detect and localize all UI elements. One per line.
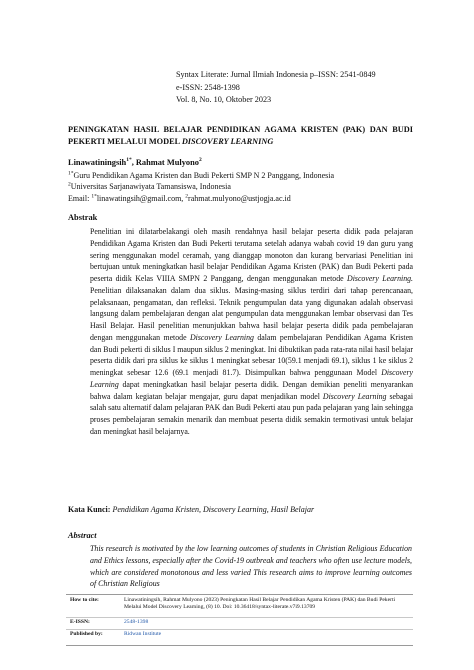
publisher-label: Published by: xyxy=(70,631,103,637)
affiliation-2-text: Universitas Sarjanawiyata Tamansiswa, Indonesia xyxy=(70,182,231,191)
author-list xyxy=(68,158,202,167)
journal-eissn-line: e-ISSN: 2548-1398 xyxy=(176,82,240,92)
abstrak-italic-1: Discovery Learning. xyxy=(347,274,414,283)
abstrak-text-1: Penelitian ini dilatarbelakangi oleh masih rendahnya hasil belajar peserta didik pada pelajaran Pendidikan Agama Kristen dan Budi Pekerti terutama setelah adanya wabah covid 19 dan guru yang sering menggunakan model ceramah, yang dianggap monoton dan kurang bervariasi Penelitian ini bertujuan untuk meningkatkan hasil belajar Pendidikan Agama Kristen (PAK) dan Budi Pekerti pada peserta didik Kelas VIIIA SMPN 2 Panggang, dengan menggunakan metode xyxy=(90,227,413,283)
author-sup-2: 2 xyxy=(198,157,202,164)
email-2[interactable]: rahmat.mulyono@ustjogja.ac.id xyxy=(188,194,291,203)
author-name-2: Rahmat Mulyono xyxy=(135,158,199,167)
email-label: Email: xyxy=(68,194,92,203)
citation-row-how-to-cite xyxy=(66,597,413,618)
how-to-cite-text: Linawatiningsih, Rahmat Mulyono (2023) Peningkatan Hasil Belajar Pendidikan Agama Kristen (PAK) dan Budi Pekerti Melalui Model Discovery Learning, (8) 10. Doi: 10.36418/syntax-literate.v7i9.13709 xyxy=(124,597,396,611)
keywords-label: Kata Kunci: xyxy=(68,505,113,514)
keywords-line xyxy=(68,505,314,514)
eissn-link[interactable]: 2548-1398 xyxy=(124,619,149,625)
author-sup-1: 1* xyxy=(126,157,132,164)
publisher-link[interactable]: Ridwan Institute xyxy=(124,631,162,637)
citation-box xyxy=(66,594,413,646)
email-1-sup: 1* xyxy=(91,193,97,200)
abstrak-text-3: dalam pembelajaran Pendidikan Agama Kristen dan Budi pekerti di siklus I maupun siklus 2 meningkat. Ini dibuktikan pada rata-rata nilai hasil belajar peserta didik dari pra siklus ke siklus 1 meningkat sebesar 10(59.1 menjadi 69.1), siklus 1 ke siklus 2 meningkat sebesar 12.6 (69.1 menjadi 81.7). Disimpulkan bahwa penggunaan Model xyxy=(90,332,413,377)
abstract-body: This research is motivated by the low learning outcomes of students in Christian Religious Education and Ethics lessons, especially after the Covid-19 outbreak and teachers who often use lecture models, which are considered monotonous and less varied This research aims to improve learning outcomes of Christian Religious xyxy=(90,544,412,589)
journal-volume-line: Vol. 8, No. 10, Oktober 2023 xyxy=(176,95,272,104)
citation-row-publisher xyxy=(66,631,413,641)
abstrak-italic-4: Discovery Learning xyxy=(322,391,387,401)
keywords-value: Pendidikan Agama Kristen, Discovery Learning, Hasil Belajar xyxy=(112,505,315,514)
abstrak-text-2: Penelitian dilaksanakan dalam dua siklus. Masing-masing siklus terdiri dari tahap perencanaan, pelaksanaan, pengamatan, dan refleksi. Teknik pengumpulan data yang digunakan adalah observasi langsung dalam pembelajaran dengan alat pengumpulan data menggunakan lembar observasi dan Tes Hasil Belajar. Hasil penelitian menunjukkan bahwa hasil belajar peserta didik pada pembelajaran dengan menggunakan metode xyxy=(90,285,413,342)
article-title-main: PENINGKATAN HASIL BELAJAR PENDIDIKAN AGAMA KRISTEN (PAK) DAN BUDI PEKERTI MELALUI MODEL xyxy=(68,125,413,146)
author-separator: , xyxy=(131,158,136,167)
affiliation-2-sup: 2 xyxy=(68,181,71,188)
journal-header xyxy=(176,69,376,107)
affiliation-1-text: Guru Pendidikan Agama Kristen dan Budi Pekerti SMP N 2 Panggang, Indonesia xyxy=(73,171,335,180)
email-1[interactable]: linawatingsih@gmail.com, xyxy=(96,194,186,203)
abstrak-text-5: sebagai salah satu alternatif dalam pelajaran PAK dan Budi Pekerti atau pun pada pelajaran yang lain sehingga proses pembelajaran semakin menarik dan membuat peserta didik semakin termotivasi untuk belajar dan meningkat hasil belajarnya. xyxy=(90,391,414,436)
how-to-cite-label: How to cite: xyxy=(70,597,99,603)
article-title-italic: DISCOVERY LEARNING xyxy=(181,136,274,146)
email-2-sup: 2 xyxy=(185,193,189,200)
author-name-1: Linawatiningsih xyxy=(68,158,127,167)
abstrak-italic-3: Discovery Learning xyxy=(90,368,413,389)
affiliation-2 xyxy=(68,182,428,193)
abstrak-body xyxy=(90,226,413,438)
eissn-label: E-ISSN: xyxy=(70,619,90,625)
abstrak-heading: Abstrak xyxy=(68,213,98,222)
affiliation-1 xyxy=(68,171,428,182)
abstrak-text-4: dapat meningkatkan hasil belajar peserta didik. Dengan demikian peneliti menyarankan bahwa dalam kegiatan belajar mengajar, guru dapat menjadikan model xyxy=(90,379,413,401)
article-title xyxy=(68,124,413,147)
email-line xyxy=(68,194,428,205)
journal-name-line: Syntax Literate: Jurnal Ilmiah Indonesia p–ISSN: 2541-0849 xyxy=(176,70,376,79)
affiliation-1-sup: 1* xyxy=(68,170,74,177)
abstrak-italic-2: Discovery Learning xyxy=(189,332,254,342)
citation-row-eissn xyxy=(66,619,413,630)
abstract-heading: Abstract xyxy=(68,531,97,540)
